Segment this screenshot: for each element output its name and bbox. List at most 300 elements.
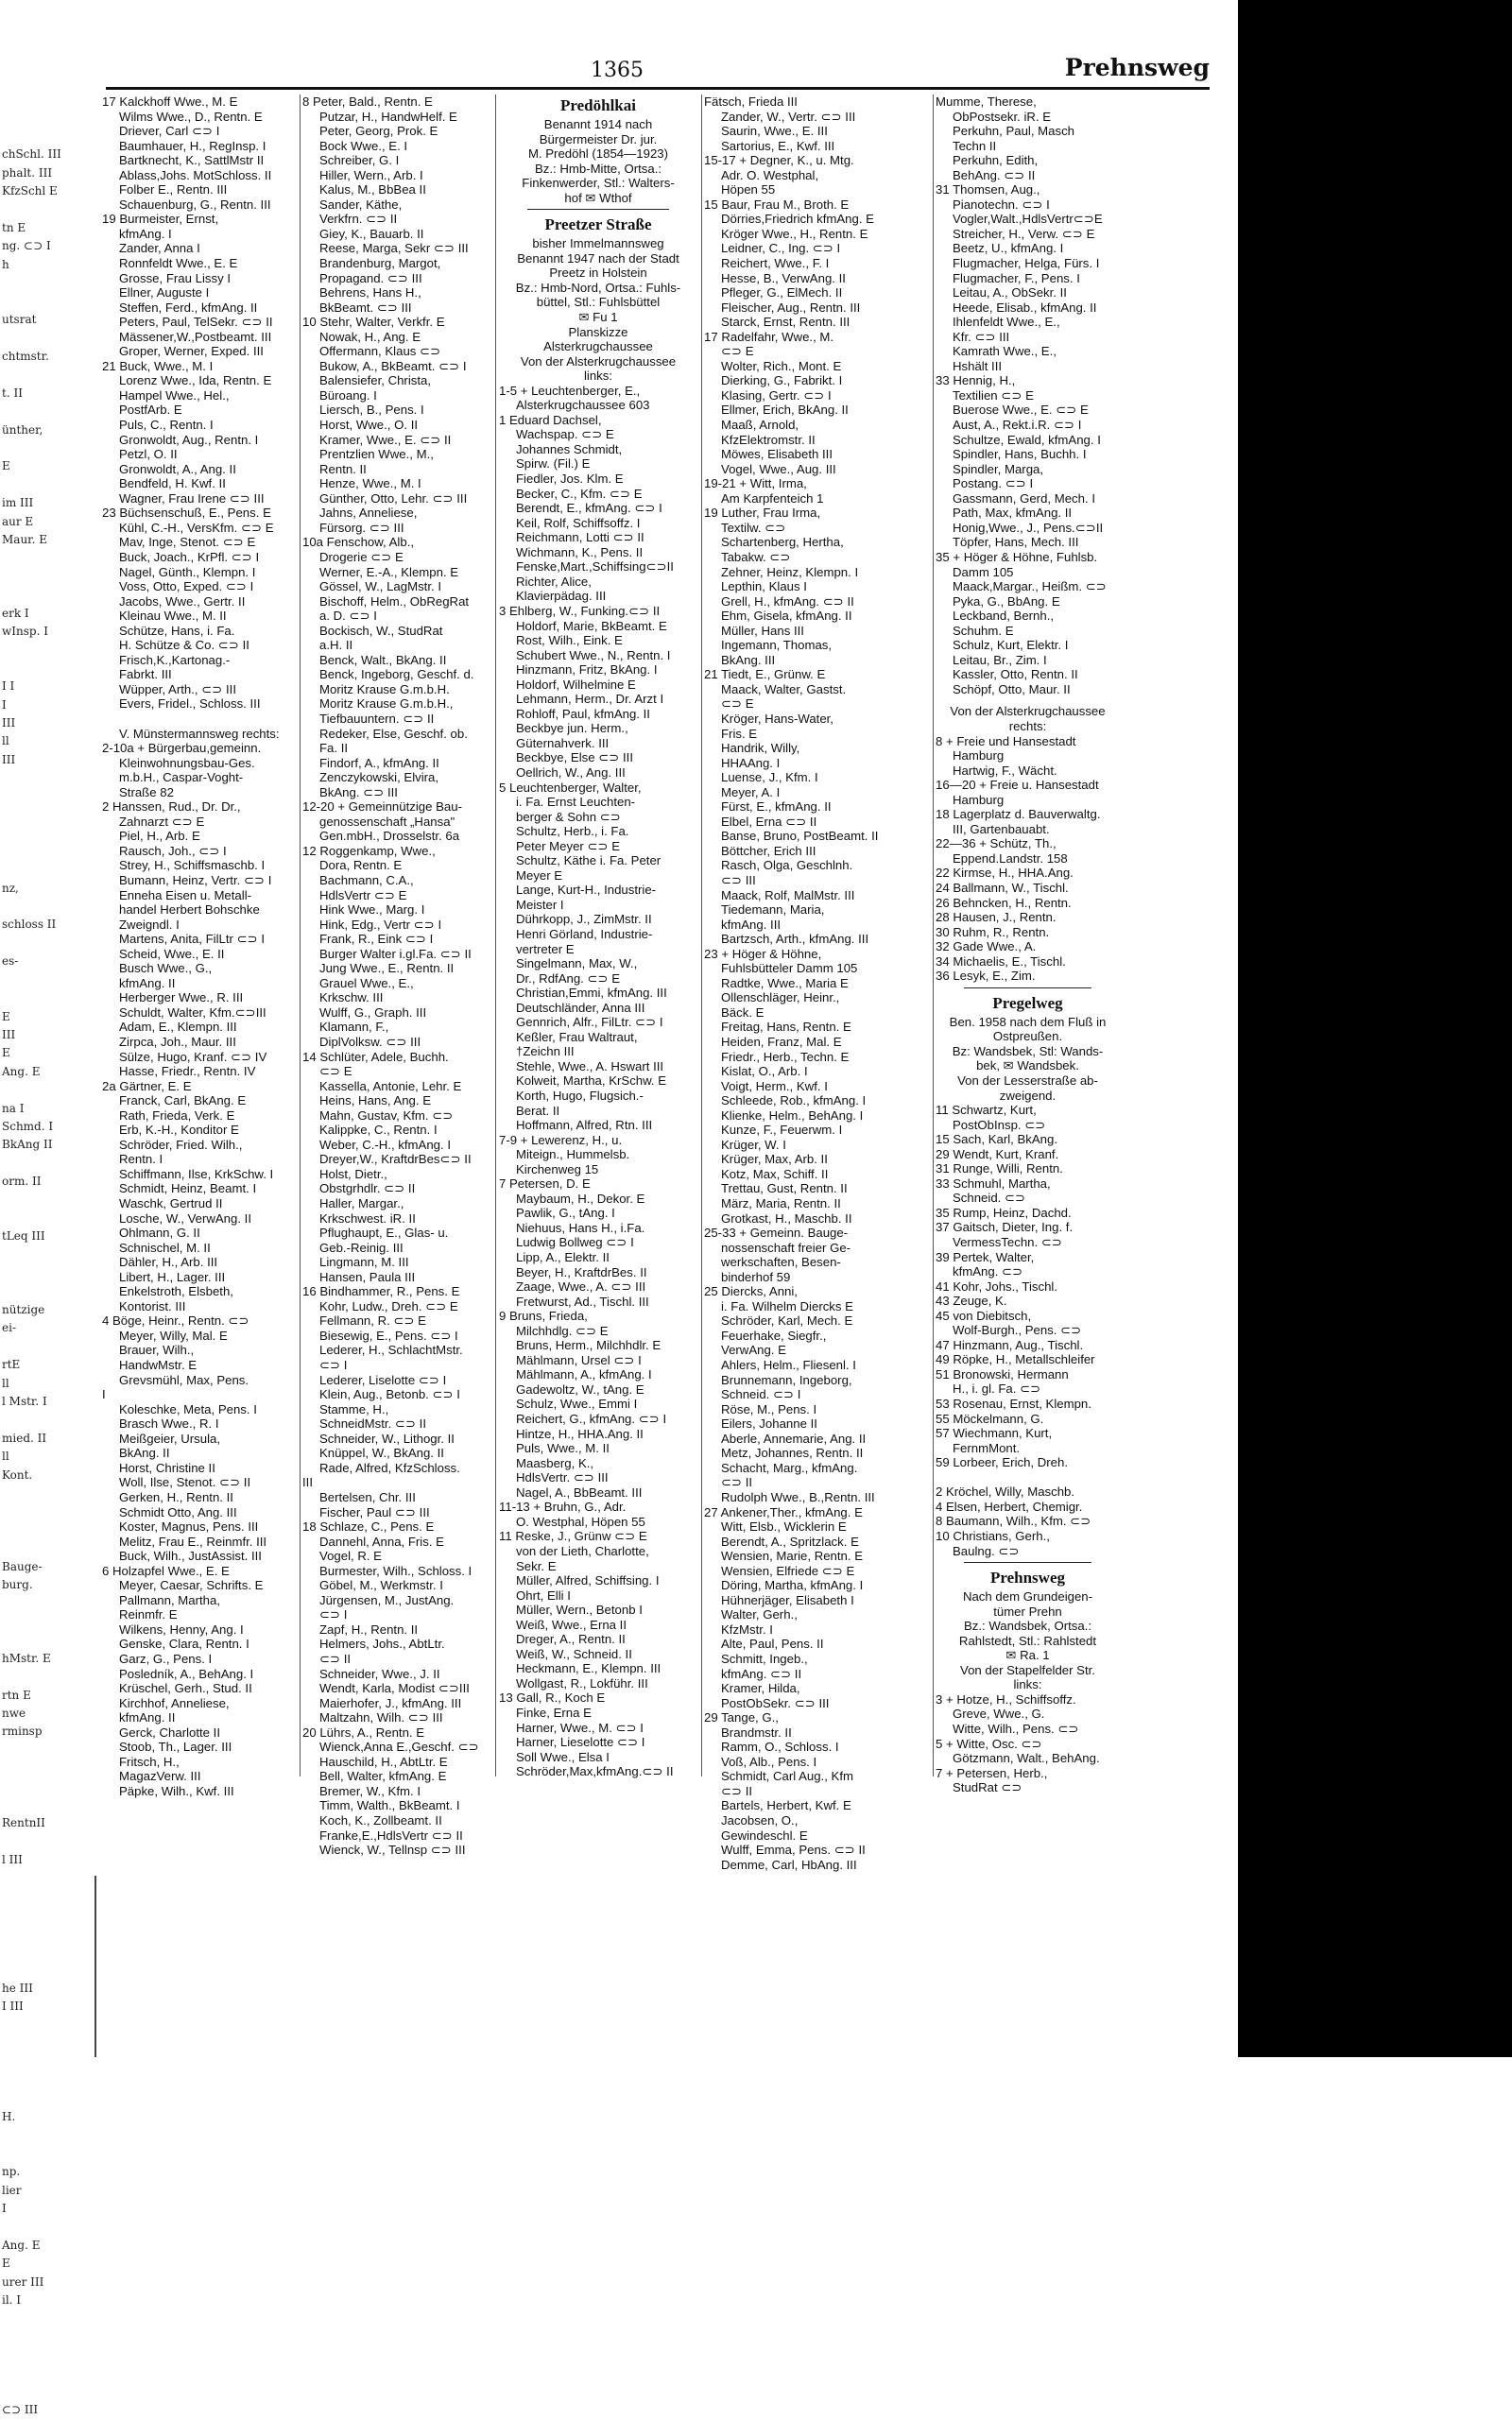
directory-entry: Kröger, Hans-Water, [721,711,833,726]
description-line: links: [583,369,613,384]
directory-entry: Hintze, H., HHA.Ang. II [516,1426,644,1441]
directory-entry: Bartzsch, Arth., kfmAng. III [721,932,869,947]
directory-entry: Brunnemann, Ingeborg, [721,1372,852,1387]
directory-entry: Flugmacher, F., Pens. I [953,270,1080,285]
directory-entry: Gen.mbH., Drosselstr. 6a [319,829,460,844]
directory-entry: Driever, Carl ⊂⊃ I [119,124,220,139]
directory-entry: Burger Walter i.gl.Fa. ⊂⊃ II [319,946,472,961]
bleed-line: hMstr. E [2,1651,51,1665]
directory-entry: Damm 105 [953,564,1014,579]
bleed-line [2,769,94,787]
bleed-line [2,1906,94,1924]
directory-entry: Drogerie ⊂⊃ E [319,549,404,564]
directory-entry: Voß, Alb., Pens. I [721,1754,817,1769]
column-divider [495,94,496,1776]
bleed-line [2,329,94,347]
directory-entry: Ihlenfeldt Wwe., E., [953,315,1060,330]
directory-entry: Witte, Wilh., Pens. ⊂⊃ [953,1721,1079,1736]
directory-entry: HandwMstr. E [119,1358,198,1373]
directory-entry: Trettau, Gust, Rentn. II [721,1181,848,1196]
directory-entry: 59 Lorbeer, Erich, Dreh. [936,1455,1069,1470]
directory-entry: O. Westphal, Höpen 55 [516,1514,645,1529]
directory-entry: Bock Wwe., E. I [319,138,408,153]
directory-entry: Vogel, Wwe., Aug. III [721,461,836,476]
directory-entry: Ellmer, Erich, BkAng. II [721,403,849,418]
directory-entry: H., i. gl. Fa. ⊂⊃ [953,1382,1041,1397]
bleed-line [2,2053,94,2071]
bleed-line [2,989,94,1007]
directory-entry: Wachspap. ⊂⊃ E [516,427,614,442]
description-line: Von der Lesserstraße ab- [957,1073,1098,1088]
bleed-line: es- [2,954,19,969]
description-line: Planskizze [568,324,628,339]
directory-entry: Schulz, Kurt, Elektr. I [953,638,1069,653]
directory-entry: Büroang. I [319,387,377,403]
directory-entry: 5 + Witte, Osc. ⊂⊃ [936,1736,1042,1751]
directory-entry: Wensien, Elfriede ⊂⊃ E [721,1563,855,1578]
directory-entry: Schmitt, Ingeb., [721,1651,808,1666]
directory-entry: Piel, H., Arb. E [119,829,200,844]
directory-entry: Voigt, Herm., Kwf. I [721,1078,828,1093]
street-heading-predoehlkai: Predöhlkai [560,96,636,114]
directory-entry: Göbel, M., Werkmstr. I [319,1578,443,1593]
directory-entry: Kramer, Wwe., E. ⊂⊃ II [319,432,452,447]
directory-entry: Radtke, Wwe., Maria E [721,975,849,990]
directory-entry: Kfr. ⊂⊃ III [953,329,1010,344]
directory-entry: Wulff, Emma, Pens. ⊂⊃ II [721,1843,866,1858]
bleed-line: ng. ⊂⊃ I [2,239,51,253]
directory-entry: Flugmacher, Helga, Fürs. I [953,256,1100,271]
directory-entry: Verkfrn. ⊂⊃ II [319,212,398,227]
bleed-line: Kont. [2,1467,33,1482]
directory-entry: Jahns, Anneliese, [319,506,418,521]
directory-entry: Zapf, H., Rentn. II [319,1622,419,1637]
bleed-line: nz, [2,881,19,895]
bleed-line [2,1759,94,1777]
bleed-line [2,1943,94,1961]
directory-entry: Hesse, B., VerwAng. II [721,270,846,285]
directory-entry: Adr. O. Westphal, [721,167,819,182]
directory-entry: 8 + Freie und Hansestadt [936,733,1076,748]
directory-entry: Stamme, H., [319,1401,389,1416]
directory-entry: HHAAng. I [721,755,781,770]
bleed-line [2,476,94,494]
bleed-line: t. II [2,386,23,400]
directory-entry: a.H. II [319,638,353,653]
directory-entry: Hink, Edg., Vertr ⊂⊃ I [319,917,442,932]
directory-entry: Streicher, H., Verw. ⊂⊃ E [953,226,1095,241]
directory-entry: nossenschaft freier Ge- [721,1240,851,1255]
directory-entry: 2 Hanssen, Rud., Dr. Dr., [102,799,241,815]
directory-entry: Gössel, W., LagMstr. I [319,579,441,594]
bleed-line: Maur. E [2,532,47,546]
directory-entry: Reese, Marga, Sekr ⊂⊃ III [319,241,469,256]
directory-entry: Alte, Paul, Pens. II [721,1637,824,1652]
street-description [936,1015,1120,1103]
directory-entry: Kassler, Otto, Rentn. II [953,667,1078,682]
directory-entry: Kassella, Antonie, Lehr. E [319,1078,462,1093]
column-3 [499,94,697,1779]
directory-entry: 30 Ruhm, R., Rentn. [936,924,1050,939]
directory-entry: Berendt, A., Spritzlack. E [721,1534,859,1549]
bleed-line: III [2,1027,16,1041]
directory-entry: Rade, Alfred, KfzSchloss. [319,1460,460,1475]
bleed-line: Bauge- [2,1559,43,1573]
directory-entry: Waschk, Gertrud II [119,1196,223,1211]
resident-list [936,1692,1120,1795]
directory-entry: Milchhdlg. ⊂⊃ E [516,1323,609,1338]
directory-entry: Klein, Aug., Betonb. ⊂⊃ I [319,1387,460,1402]
directory-entry: Fischer, Paul ⊂⊃ III [319,1504,430,1519]
directory-entry: Schröder, Fried. Wilh., [119,1137,243,1152]
directory-entry: Kalus, M., BbBea II [319,182,426,197]
directory-entry: Metz, Johannes, Rentn. II [721,1446,864,1461]
directory-entry: ⊂⊃ II [721,1783,753,1798]
directory-entry: Müller, Wern., Betonb I [516,1603,643,1618]
directory-entry: Schütze, Hans, i. Fa. [119,623,235,638]
directory-entry: Spindler, Marga, [953,461,1044,476]
bleed-line: burg. [2,1578,33,1592]
directory-entry: Kröger Wwe., H., Rentn. E [721,226,868,241]
directory-entry: Adam, E., Klempn. III [119,1020,237,1035]
directory-entry: Dora, Rentn. E [319,858,403,873]
resident-list [936,734,1120,984]
directory-entry: Schartenberg, Hertha, [721,535,844,550]
description-line: Bz.: Hmb-Mitte, Ortsa.: [534,161,662,176]
directory-entry: Lepthin, Klaus I [721,579,807,594]
directory-entry: Lange, Kurt-H., Industrie- [516,883,657,898]
directory-entry: Knüppel, W., BkAng. II [319,1446,444,1461]
directory-entry: Tiedemann, Maria, [721,902,825,918]
directory-entry: Ahlers, Helm., Fliesenl. I [721,1358,856,1373]
directory-entry: Zehner, Heinz, Klempn. I [721,564,859,579]
bleed-line [2,2218,94,2236]
bleed-line [2,1155,94,1173]
directory-entry: Kolweit, Martha, KrSchw. E [516,1073,667,1089]
bleed-line: il. I [2,2292,22,2307]
directory-entry: Walter, Gerh., [721,1607,798,1622]
directory-entry: Aberle, Annemarie, Ang. II [721,1431,867,1446]
directory-entry: Fris. E [721,726,758,741]
directory-entry: Nagel, A., BbBeamt. III [516,1485,643,1500]
street-heading-preetzer-strasse: Preetzer Straße [544,215,652,234]
directory-entry: Brandenburg, Margot, [319,256,441,271]
directory-entry: VerwAng. E [721,1343,786,1358]
directory-entry: 25 Diercks, Anni, [704,1284,798,1299]
directory-entry: Tabakw. ⊂⊃ [721,549,791,564]
directory-entry: Garz, G., Pens. I [119,1651,213,1666]
directory-entry: Bartels, Herbert, Kwf. E [721,1798,851,1813]
directory-entry: Krüger, Max, Arb. II [721,1152,828,1167]
directory-entry: Rudolph Wwe., B.,Rentn. III [721,1489,875,1504]
directory-entry: Witt, Elsb., Wicklerin E [721,1519,847,1535]
directory-entry: Hamburg [953,748,1005,764]
description-line: Bz.: Hmb-Nord, Ortsa.: Fuhls- [515,280,681,295]
bleed-line: orm. II [2,1175,42,1189]
directory-entry: Klienke, Helm., BehAng. I [721,1107,864,1123]
directory-entry: Brauer, Wilh., [119,1343,195,1358]
directory-entry: Mahn, Gustav, Kfm. ⊂⊃ [319,1107,454,1123]
directory-entry: Hauschild, H., AbtLtr. E [319,1754,448,1769]
directory-entry: Jung Wwe., E., Rentn. II [319,961,455,976]
bleed-line [2,824,94,842]
directory-entry: kfmAng. III [721,917,782,932]
directory-entry: Dreyer,W., KraftdrBes⊂⊃ II [319,1152,472,1167]
directory-entry: Niehuus, Hans H., i.Fa. [516,1220,645,1235]
directory-entry: Schultze, Ewald, kfmAng. I [953,432,1101,447]
directory-entry: Heiden, Franz, Mal. E [721,1035,842,1049]
directory-entry: 10 Stehr, Walter, Verkfr. E [302,315,445,330]
directory-entry: Hoffmann, Alfred, Rtn. III [516,1118,653,1133]
directory-entry: Hink Wwe., Marg. I [319,902,425,918]
bleed-line [2,366,94,384]
directory-entry: Fa. II [319,741,349,756]
directory-entry: Wienck, W., Tellnsp ⊂⊃ III [319,1843,466,1858]
directory-entry: Am Karpfenteich 1 [721,490,824,506]
bleed-line [2,2346,94,2364]
directory-entry: Christian,Emmi, kfmAng. III [516,986,667,1001]
directory-entry: Wichmann, K., Pens. II [516,544,644,559]
directory-entry: Kontorist. III [119,1298,186,1313]
directory-entry: Rost, Wilh., Eink. E [516,633,623,648]
directory-entry: Ludwig Bollweg ⊂⊃ I [516,1235,634,1250]
bleed-line: rtE [2,1358,21,1372]
directory-entry: Lingmann, M. III [319,1255,409,1270]
directory-entry: Schultz, Käthe i. Fa. Peter [516,853,662,868]
directory-entry: Buerose Wwe., E. ⊂⊃ E [953,403,1089,418]
directory-entry: Demme, Carl, HbAng. III [721,1857,857,1872]
directory-entry: Kühl, C.-H., VersKfm. ⊂⊃ E [119,520,274,535]
directory-entry: Pianotechn. ⊂⊃ I [953,197,1050,212]
directory-entry: Grotkast, H., Maschb. II [721,1210,852,1226]
bleed-line [2,1742,94,1759]
directory-entry: 16 Bindhammer, R., Pens. E [302,1284,460,1299]
directory-entry: Kleinau Wwe., M. II [119,609,227,624]
directory-entry: 27 Ankener,Ther., kfmAng. E [704,1504,863,1519]
bleed-line [2,128,94,146]
bleed-line [2,788,94,806]
directory-entry: Greve, Wwe., G. [953,1707,1045,1722]
directory-entry: Beckbye, Else ⊂⊃ III [516,750,633,765]
directory-entry: ⊂⊃ E [319,1064,352,1079]
bleed-line: KfzSchl E [2,184,58,198]
directory-entry: Prentzlien Wwe., M., [319,447,434,462]
directory-entry: 2a Gärtner, E. E [102,1078,192,1093]
bleed-line [2,1283,94,1301]
directory-entry: BkAng. ⊂⊃ III [319,784,398,799]
description-line: tümer Prehn [993,1604,1062,1619]
directory-entry: Rasch, Olga, Geschlnh. [721,858,853,873]
directory-entry: Oellrich, W., Ang. III [516,764,626,780]
directory-entry: 26 Behncken, H., Rentn. [936,895,1072,910]
directory-entry: Beckbye jun. Herm., [516,721,628,736]
bleed-line [2,2126,94,2144]
directory-entry: 43 Zeuge, K. [936,1294,1007,1309]
directory-entry: Findorf, A., kfmAng. II [319,755,439,770]
directory-entry: 3 Ehlberg, W., Funking.⊂⊃ II [499,603,661,618]
directory-entry: Franke,E.,HdlsVertr ⊂⊃ II [319,1828,463,1843]
directory-entry: Kunze, F., Feuerwm. I [721,1123,843,1138]
directory-entry: Heins, Hans, Ang. E [319,1093,432,1108]
directory-entry: 9 Bruns, Frieda, [499,1309,588,1324]
directory-entry: Gadewoltz, W., tAng. E [516,1382,644,1397]
directory-entry: Sülze, Hugo, Kranf. ⊂⊃ IV [119,1049,267,1064]
bleed-line: I III [2,2000,24,2014]
directory-entry: BkBeamt. ⊂⊃ III [319,300,412,315]
directory-entry: Holdorf, Wilhelmine E [516,677,636,692]
bleed-line [2,2071,94,2089]
directory-entry: Luense, J., Kfm. I [721,770,818,785]
directory-entry: Leckband, Bernh., [953,609,1055,624]
directory-entry: Textilien ⊂⊃ E [953,387,1034,403]
section-divider [964,1562,1091,1563]
directory-entry: Zweigndl. I [119,917,180,932]
bleed-line [2,568,94,586]
directory-entry: 34 Michaelis, E., Tischl. [936,953,1066,969]
bleed-line: I I [2,679,15,694]
directory-entry: Rath, Frieda, Verk. E [119,1107,235,1123]
directory-entry: Posledník, A., BehAng. I [119,1666,254,1681]
directory-entry: ⊂⊃ E [721,344,754,359]
resident-list [499,384,697,1779]
directory-entry: Maaß, Arnold, [721,418,799,433]
directory-entry: Bartknecht, K., SattlMstr II [119,153,265,168]
directory-entry: VermessTechn. ⊂⊃ [953,1235,1062,1250]
directory-entry: Peter Meyer ⊂⊃ E [516,838,621,853]
directory-entry: Handrik, Willy, [721,741,800,756]
directory-entry: Jacobsen, O., [721,1812,799,1828]
directory-entry: Henze, Wwe., M. I [319,476,421,491]
directory-entry: 7 Petersen, D. E [499,1176,591,1192]
directory-entry: Folber E., Rentn. III [119,182,228,197]
directory-entry: Lipp, A., Elektr. II [516,1250,610,1265]
directory-entry: Schauenburg, G., Rentn. III [119,197,271,212]
directory-entry: Fuhlsbütteler Damm 105 [721,961,858,976]
directory-entry: Ohlmann, G. II [119,1226,200,1241]
bleed-line: rminsp [2,1725,43,1739]
directory-entry: Schultz, Herb., i. Fa. [516,824,629,839]
directory-entry: Jürgensen, M., JustAng. [319,1592,455,1607]
bleed-line: l III [2,1853,23,1867]
directory-entry: Benck, Ingeborg, Geschf. d. [319,667,474,682]
bleed-line: np. [2,2165,21,2179]
description-line: Bürgermeister Dr. jur. [539,131,658,146]
bleed-line [2,1962,94,1980]
directory-entry: Kohr, Ludw., Dreh. ⊂⊃ E [319,1298,458,1313]
directory-entry: Feuerhake, Siegfr., [721,1328,827,1343]
directory-entry: Elbel, Erna ⊂⊃ II [721,814,817,829]
directory-entry: Harner, Wwe., M. ⊂⊃ I [516,1720,644,1735]
directory-entry: vertreter E [516,941,575,956]
directory-entry: Keßler, Frau Waltraut, [516,1029,638,1044]
bleed-line: chtmstr. [2,349,49,363]
directory-entry: Töpfer, Hans, Mech. III [953,535,1079,550]
bleed-line: aur E [2,514,34,528]
directory-entry: FernmMont. [953,1440,1021,1455]
directory-entry: DiplVolksw. ⊂⊃ III [319,1035,421,1049]
directory-entry: Leidner, C., Ing. ⊂⊃ I [721,241,841,256]
description-line: bek, ✉ Wandsbek. [976,1058,1079,1073]
directory-entry: Schneider, Wwe., J. II [319,1666,440,1681]
directory-entry: Grevsmühl, Max, Pens. [119,1372,249,1387]
bleed-line: nwe [2,1706,26,1720]
directory-entry: 29 Wendt, Kurt, Kranf. [936,1146,1059,1161]
directory-entry: Reinmfr. E [119,1607,178,1622]
directory-entry: V. Münstermannsweg rechts: [119,726,280,741]
directory-entry: Ollenschläger, Heinr., [721,990,840,1005]
directory-entry: Horst, Wwe., O. II [319,418,419,433]
directory-entry: 1-5 + Leuchtenberger, E., [499,383,641,398]
directory-entry: Losche, W., VerwAng. II [119,1210,251,1226]
directory-entry: Beyer, H., KraftdrBes. II [516,1264,647,1279]
directory-entry: 8 Peter, Bald., Rentn. E [302,94,433,109]
directory-entry: 32 Gade Wwe., A. [936,939,1037,954]
directory-entry: 11 Schwartz, Kurt, [936,1103,1037,1118]
directory-entry: Wienck,Anna E.,Geschf. ⊂⊃ [319,1740,479,1755]
directory-entry: Berendt, E., kfmAng. ⊂⊃ I [516,501,662,516]
street-heading-pregelweg: Pregelweg [992,993,1063,1012]
description-line: Von der Alsterkrugchaussee [520,353,677,369]
directory-entry: Herberger Wwe., R. III [119,990,244,1005]
scan-border [1238,0,1512,2057]
bleed-line: tn E [2,221,26,235]
directory-entry: Dannehl, Anna, Fris. E [319,1534,444,1549]
directory-entry: Schneider, W., Lithogr. II [319,1431,455,1446]
directory-entry: Schacht, Marg., kfmAng. [721,1460,858,1475]
bleed-line: lier [2,2183,22,2197]
directory-entry: Schulz, Wwe., Emmi I [516,1397,638,1412]
directory-entry: Zaage, Wwe., A. ⊂⊃ III [516,1279,646,1295]
directory-entry: Textilw. ⊂⊃ [721,520,786,535]
bleed-line: III [2,716,16,729]
directory-entry: 6 Holzapfel Wwe., E. E [102,1563,230,1578]
description-line: Ostpreußen. [992,1029,1063,1044]
bleed-line: I [2,2201,7,2215]
resident-list [936,94,1120,696]
directory-entry: a. D. ⊂⊃ I [319,609,377,624]
directory-entry: Johannes Schmidt, [516,441,623,456]
directory-entry: 15 Baur, Frau M., Broth. E [704,197,850,212]
directory-entry: Moritz Krause G.m.b.H. [319,681,450,696]
directory-entry: Kirchhof, Anneliese, [119,1695,230,1710]
directory-entry: Pflughaupt, E., Glas- u. [319,1226,449,1241]
directory-entry: 57 Wiechmann, Kurt, [936,1426,1053,1441]
description-line: ✉ Fu 1 [578,310,618,325]
directory-entry: Techn II [953,138,997,153]
directory-entry: Maack, Rolf, MalMstr. III [721,887,855,902]
description-line: Benannt 1914 nach [543,117,653,131]
directory-entry: Weber, C.-H., kfmAng. I [319,1137,451,1152]
directory-entry: Bremer, W., Kfm. I [319,1783,421,1798]
directory-entry: 10a Fenschow, Alb., [302,535,415,550]
bleed-line: E [2,459,10,473]
directory-entry: Alsterkrugchaussee 603 [516,398,650,413]
directory-entry: Wilms Wwe., D., Rentn. E [119,109,263,124]
street-description [936,1589,1120,1692]
directory-entry: I [102,1387,106,1402]
directory-entry: 5 Leuchtenberger, Walter, [499,780,642,795]
directory-entry: Wensien, Marie, Rentn. E [721,1549,864,1564]
bleed-line: RentnII [2,1816,45,1830]
street-description [499,117,697,205]
directory-entry: BkAng. III [721,652,776,667]
directory-entry: Schuldt, Walter, Kfm.⊂⊃III [119,1004,266,1020]
directory-entry: Schröder, Karl, Mech. E [721,1313,853,1329]
directory-entry: Meyer, A. I [721,784,781,799]
directory-entry: Schneid. ⊂⊃ I [721,1387,801,1402]
directory-entry: Fleischer, Aug., Rentn. III [721,300,861,315]
directory-entry: 22 Kirmse, H., HHA.Ang. [936,866,1074,881]
